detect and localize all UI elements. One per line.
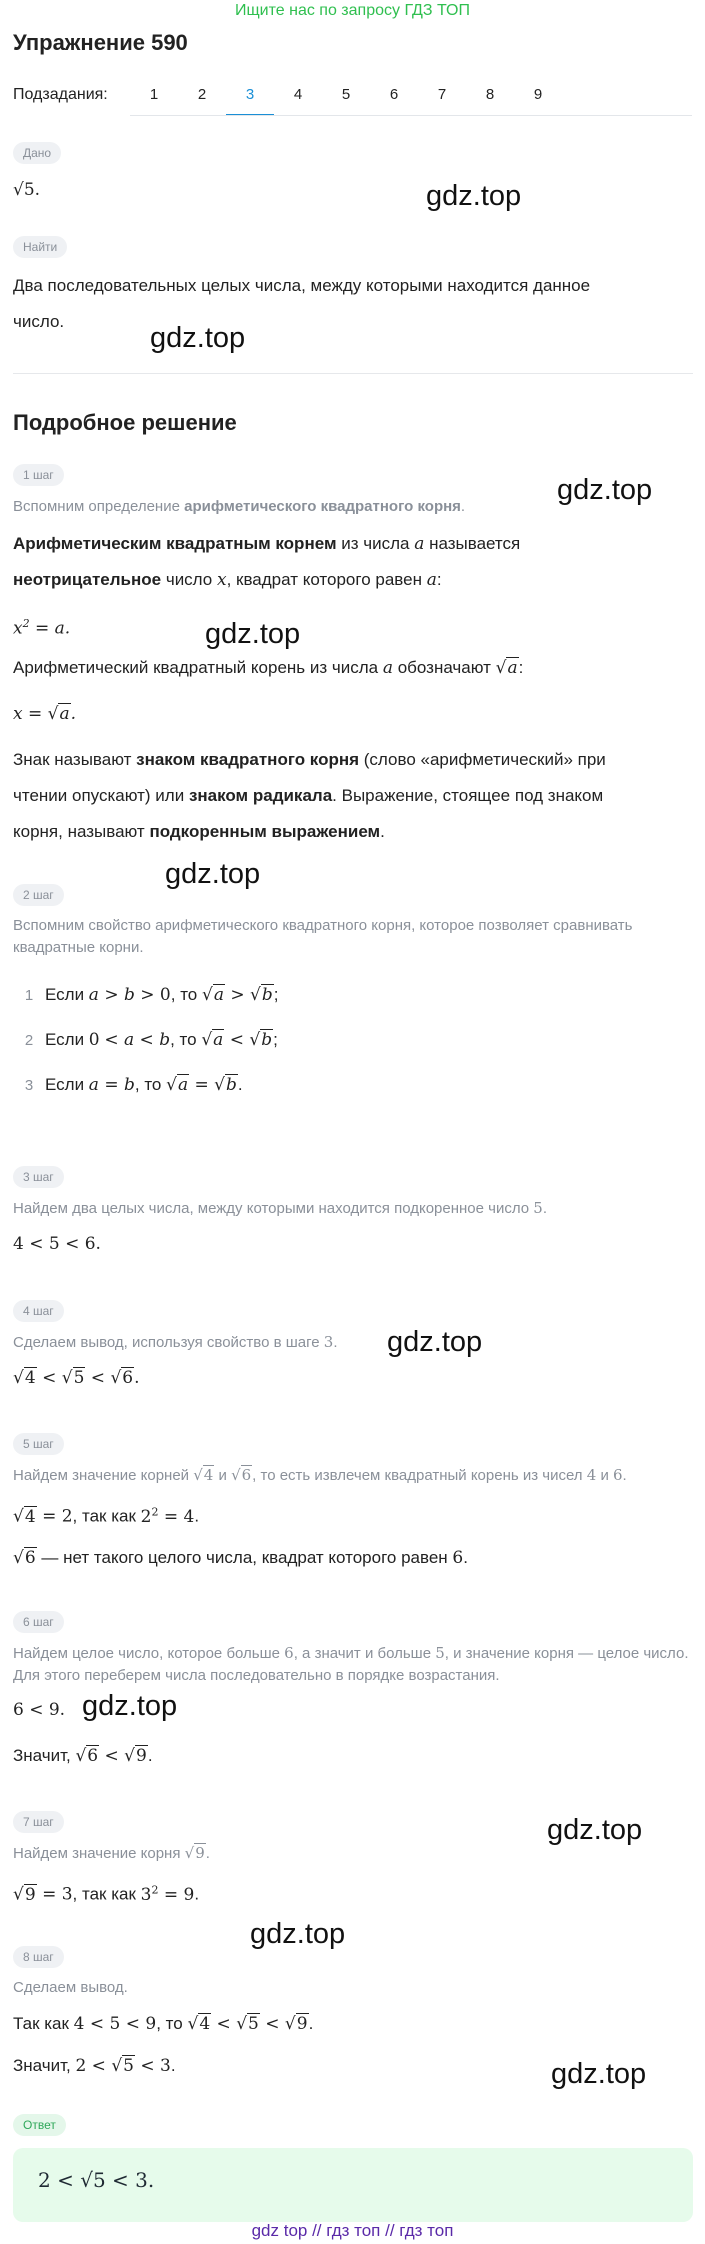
step1-formula2: x = √a.	[13, 704, 77, 724]
solution-title: Подробное решение	[13, 410, 237, 435]
watermark: gdz.top	[557, 474, 653, 506]
step8-formula2: Значит, 2 < √5 < 3.	[13, 2056, 176, 2076]
watermark: gdz.top	[551, 2058, 647, 2090]
step1-intro: Вспомним определение арифметического квадратного корня.	[13, 498, 466, 515]
list-item: 1 Если a > b > 0, то √a > √b;	[24, 985, 279, 1005]
section-divider	[13, 373, 693, 374]
tab-2[interactable]: 2	[197, 86, 207, 103]
list-item: 2 Если 0 < a < b, то √a < √b;	[24, 1030, 278, 1050]
footer-links[interactable]: gdz top // гдз топ // гдз топ	[251, 2221, 454, 2240]
watermark: gdz.top	[205, 618, 301, 650]
step5-formula1: √4 = 2, так как $2^2 = 4$.	[13, 1505, 200, 1527]
step-badge: 6 шаг	[13, 1611, 64, 1633]
step-badge: 8 шаг	[13, 1946, 64, 1968]
watermark: gdz.top	[82, 1690, 178, 1722]
list-item: 3 Если a = b, то √a = √b.	[24, 1075, 243, 1095]
subtasks-label: Подзадания:	[13, 86, 108, 103]
step5-formula2: √6 — нет такого целого числа, квадрат которого равен 6.	[13, 1548, 468, 1568]
tab-7[interactable]: 7	[437, 86, 447, 103]
subtask-tabs	[130, 70, 562, 116]
step2-intro: Вспомним свойство арифметического квадратного корня, которое позволяет сравнивать квадратные корни.	[13, 917, 633, 956]
step1-sign-line3: корня, называют подкоренным выражением.	[13, 822, 385, 841]
step8-intro: Сделаем вывод.	[13, 1979, 128, 1996]
step1-formula1: $x^2 = a$.	[13, 617, 71, 639]
step-badge: 1 шаг	[13, 464, 64, 486]
step6-intro: Найдем целое число, которое больше 6, а значит и больше 5, и значение корня — целое число. Для этого переберем числа последовательно в порядке возрастания.	[13, 1644, 689, 1684]
step4-formula: √4 < √5 < √6.	[13, 1368, 140, 1388]
step1-sign-line2: чтении опускают) или знаком радикала. Выражение, стоящее под знаком	[13, 786, 604, 805]
tab-4[interactable]: 4	[293, 86, 303, 103]
step5-intro: Найдем значение корней √4 и √6, то есть извлечем квадратный корень из чисел 4 и 6.	[13, 1466, 627, 1484]
step-badge: 2 шаг	[13, 884, 64, 906]
step6-formula1: 6 < 9.	[13, 1700, 66, 1720]
step1-notation: Арифметический квадратный корень из числа a обозначают √a:	[13, 658, 524, 678]
tab-6[interactable]: 6	[389, 86, 399, 103]
tabs-divider	[130, 115, 692, 116]
tab-1[interactable]: 1	[149, 86, 159, 103]
step3-intro: Найдем два целых числа, между которыми находится подкоренное число 5.	[13, 1199, 547, 1217]
step3-formula: 4 < 5 < 6.	[13, 1234, 101, 1254]
tab-5[interactable]: 5	[341, 86, 351, 103]
tab-9[interactable]: 9	[533, 86, 543, 103]
step-badge: 3 шаг	[13, 1166, 64, 1188]
page-title: Упражнение 590	[13, 30, 188, 55]
watermark: gdz.top	[426, 180, 522, 212]
answer-value: 2 < √5 < 3.	[38, 2168, 155, 2192]
step1-def-line1: Арифметическим квадратным корнем из числа a называется	[13, 534, 521, 554]
step-badge: 5 шаг	[13, 1433, 64, 1455]
step6-formula2: Значит, √6 < √9.	[13, 1746, 153, 1766]
find-badge: Найти	[13, 236, 67, 258]
tab-8[interactable]: 8	[485, 86, 495, 103]
watermark: gdz.top	[150, 322, 246, 354]
watermark: gdz.top	[165, 858, 261, 890]
top-banner[interactable]: Ищите нас по запросу ГДЗ ТОП	[235, 2, 470, 19]
step7-intro: Найдем значение корня √9.	[13, 1844, 210, 1862]
given-badge: Дано	[13, 142, 61, 164]
step1-sign-line1: Знак называют знаком квадратного корня (слово «арифметический» при	[13, 750, 606, 769]
answer-badge: Ответ	[13, 2114, 66, 2136]
given-value: √5.	[13, 180, 41, 200]
tab-3[interactable]: 3	[226, 70, 274, 116]
step8-formula1: Так как 4 < 5 < 9, то √4 < √5 < √9.	[13, 2014, 314, 2034]
find-text-line2: число.	[13, 312, 65, 331]
watermark: gdz.top	[387, 1326, 483, 1358]
step7-formula: √9 = 3, так как $3^2 = 9$.	[13, 1883, 200, 1905]
find-text-line1: Два последовательных целых числа, между которыми находится данное	[13, 276, 591, 295]
step4-intro: Сделаем вывод, используя свойство в шаге 3.	[13, 1333, 338, 1351]
step-badge: 7 шаг	[13, 1811, 64, 1833]
watermark: gdz.top	[547, 1814, 643, 1846]
step-badge: 4 шаг	[13, 1300, 64, 1322]
watermark: gdz.top	[250, 1918, 346, 1950]
step1-def-line2: неотрицательное число x, квадрат которого равен a:	[13, 570, 442, 590]
